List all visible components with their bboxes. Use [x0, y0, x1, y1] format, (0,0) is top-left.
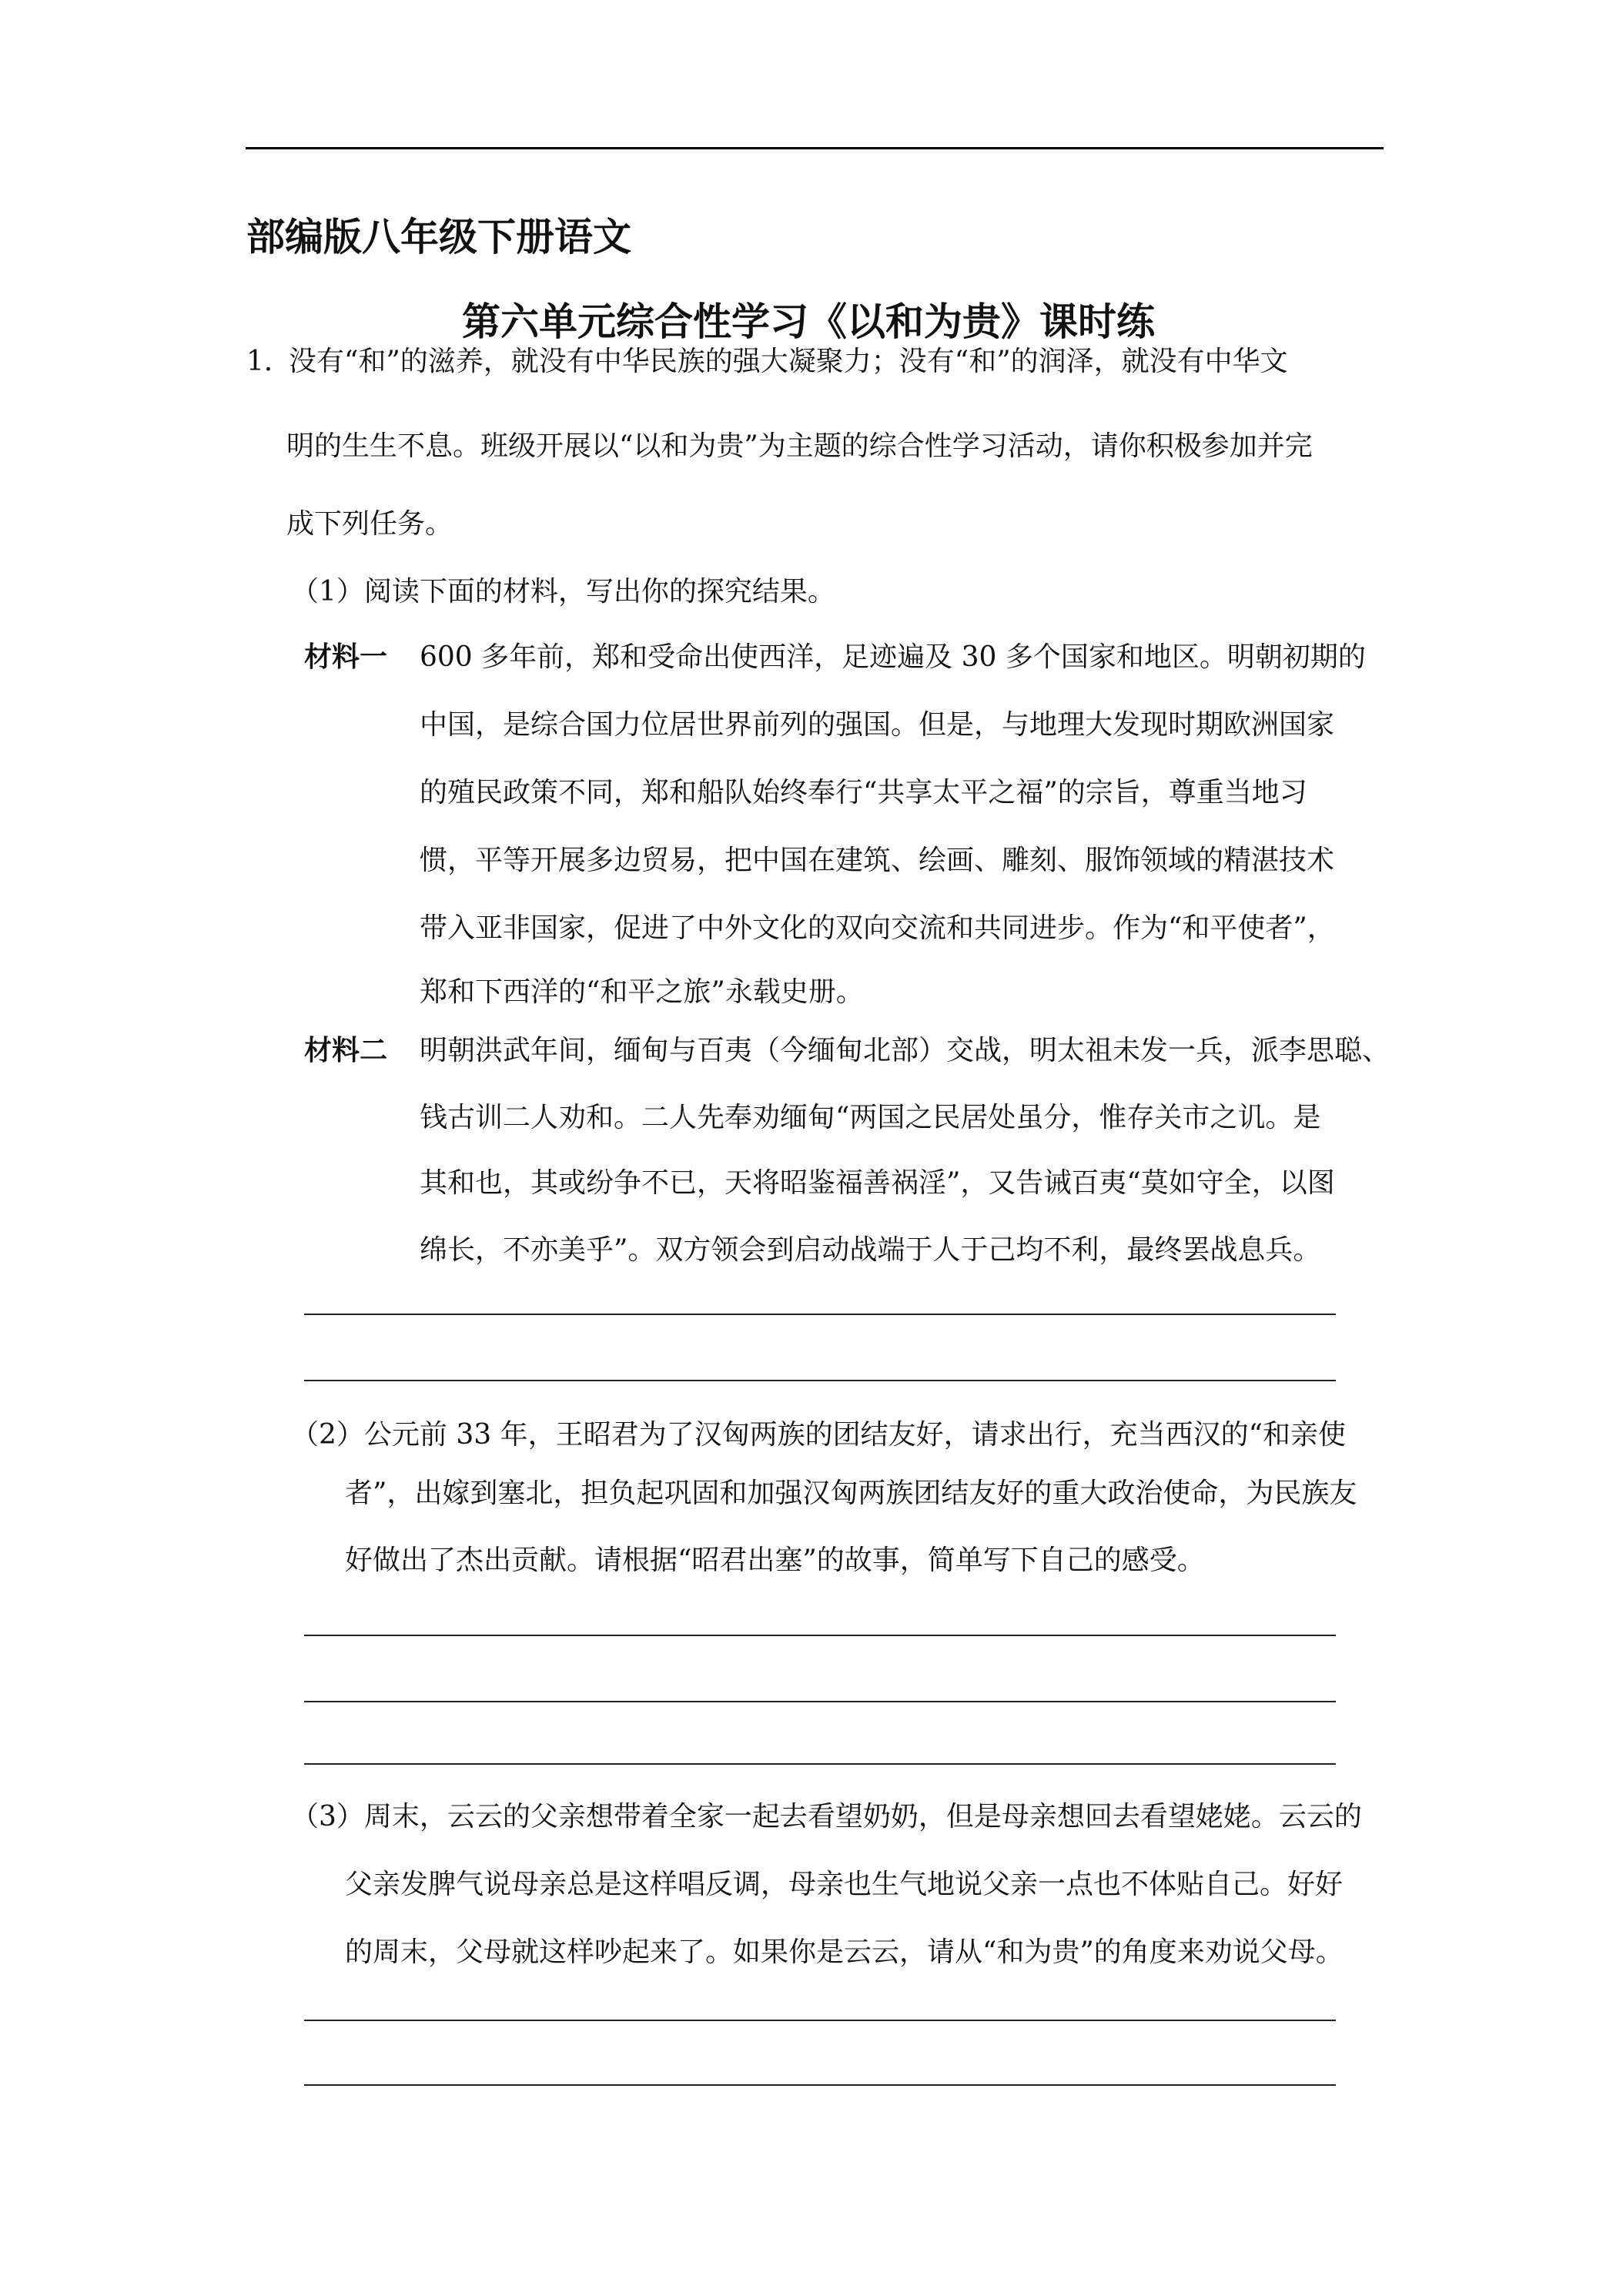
material1-line: 带入亚非国家，促进了中外文化的双向交流和共同进步。作为“和平使者”， [420, 912, 1335, 944]
part2-prompt-line: （2）公元前 33 年，王昭君为了汉匈两族的团结友好，请求出行，充当西汉的“和亲使 [291, 1419, 1347, 1451]
material2-line: 明朝洪武年间，缅甸与百夷（今缅甸北部）交战，明太祖未发一兵，派李思聪、 [420, 1035, 1390, 1066]
page-title: 第六单元综合性学习《以和为贵》课时练 [462, 300, 1155, 344]
question-intro-line: 没有“和”的滋养，就没有中华民族的强大凝聚力；没有“和”的润泽，就没有中华文 [289, 346, 1288, 377]
answer-line[interactable] [304, 2084, 1336, 2086]
answer-line[interactable] [304, 2020, 1336, 2021]
part3-prompt-line: 父亲发脾气说母亲总是这样唱反调，母亲也生气地说父亲一点也不体贴自己。好好 [345, 1869, 1344, 1900]
material1-line: 郑和下西洋的“和平之旅”永载史册。 [420, 976, 864, 1008]
answer-line[interactable] [304, 1701, 1336, 1702]
material2-line: 钱古训二人劝和。二人先奉劝缅甸“两国之民居处虽分，惟存关市之讥。是 [420, 1102, 1321, 1133]
document-header-title: 部编版八年级下册语文 [246, 215, 631, 259]
part1-prompt: （1）阅读下面的材料，写出你的探究结果。 [291, 576, 835, 607]
material1-line: 中国，是综合国力位居世界前列的强国。但是，与地理大发现时期欧洲国家 [420, 709, 1335, 741]
question-intro-line: 明的生生不息。班级开展以“以和为贵”为主题的综合性学习活动，请你积极参加并完 [286, 430, 1313, 462]
material1-line: 600 多年前，郑和受命出使西洋，足迹遍及 30 多个国家和地区。明朝初期的 [420, 641, 1366, 673]
material1-label: 材料一 [304, 641, 388, 673]
answer-line[interactable] [304, 1763, 1336, 1765]
answer-line[interactable] [304, 1635, 1336, 1636]
part2-prompt-line: 好做出了杰出贡献。请根据“昭君出塞”的故事，简单写下自己的感受。 [345, 1545, 1205, 1576]
part3-prompt-line: （3）周末，云云的父亲想带着全家一起去看望奶奶，但是母亲想回去看望姥姥。云云的 [291, 1801, 1362, 1832]
answer-line[interactable] [304, 1314, 1336, 1315]
material1-line: 的殖民政策不同，郑和船队始终奉行“共享太平之福”的宗旨，尊重当地习 [420, 777, 1307, 808]
material2-label: 材料二 [304, 1035, 388, 1066]
question-intro-line: 成下列任务。 [286, 508, 453, 540]
part2-prompt-line: 者”，出嫁到塞北，担负起巩固和加强汉匈两族团结友好的重大政治使命，为民族友 [345, 1478, 1357, 1509]
material1-line: 惯，平等开展多边贸易，把中国在建筑、绘画、雕刻、服饰领域的精湛技术 [420, 845, 1335, 876]
part3-prompt-line: 的周末，父母就这样吵起来了。如果你是云云，请从“和为贵”的角度来劝说父母。 [345, 1936, 1344, 1968]
answer-line[interactable] [304, 1380, 1336, 1381]
question-number: 1． [246, 346, 292, 377]
material2-line: 其和也，其或纷争不已，天将昭鉴福善祸淫”，又告诫百夷“莫如守全，以图 [420, 1167, 1335, 1199]
header-rule [246, 147, 1384, 149]
material2-line: 绵长，不亦美乎”。双方领会到启动战端于人于己均不利，最终罢战息兵。 [420, 1234, 1321, 1266]
